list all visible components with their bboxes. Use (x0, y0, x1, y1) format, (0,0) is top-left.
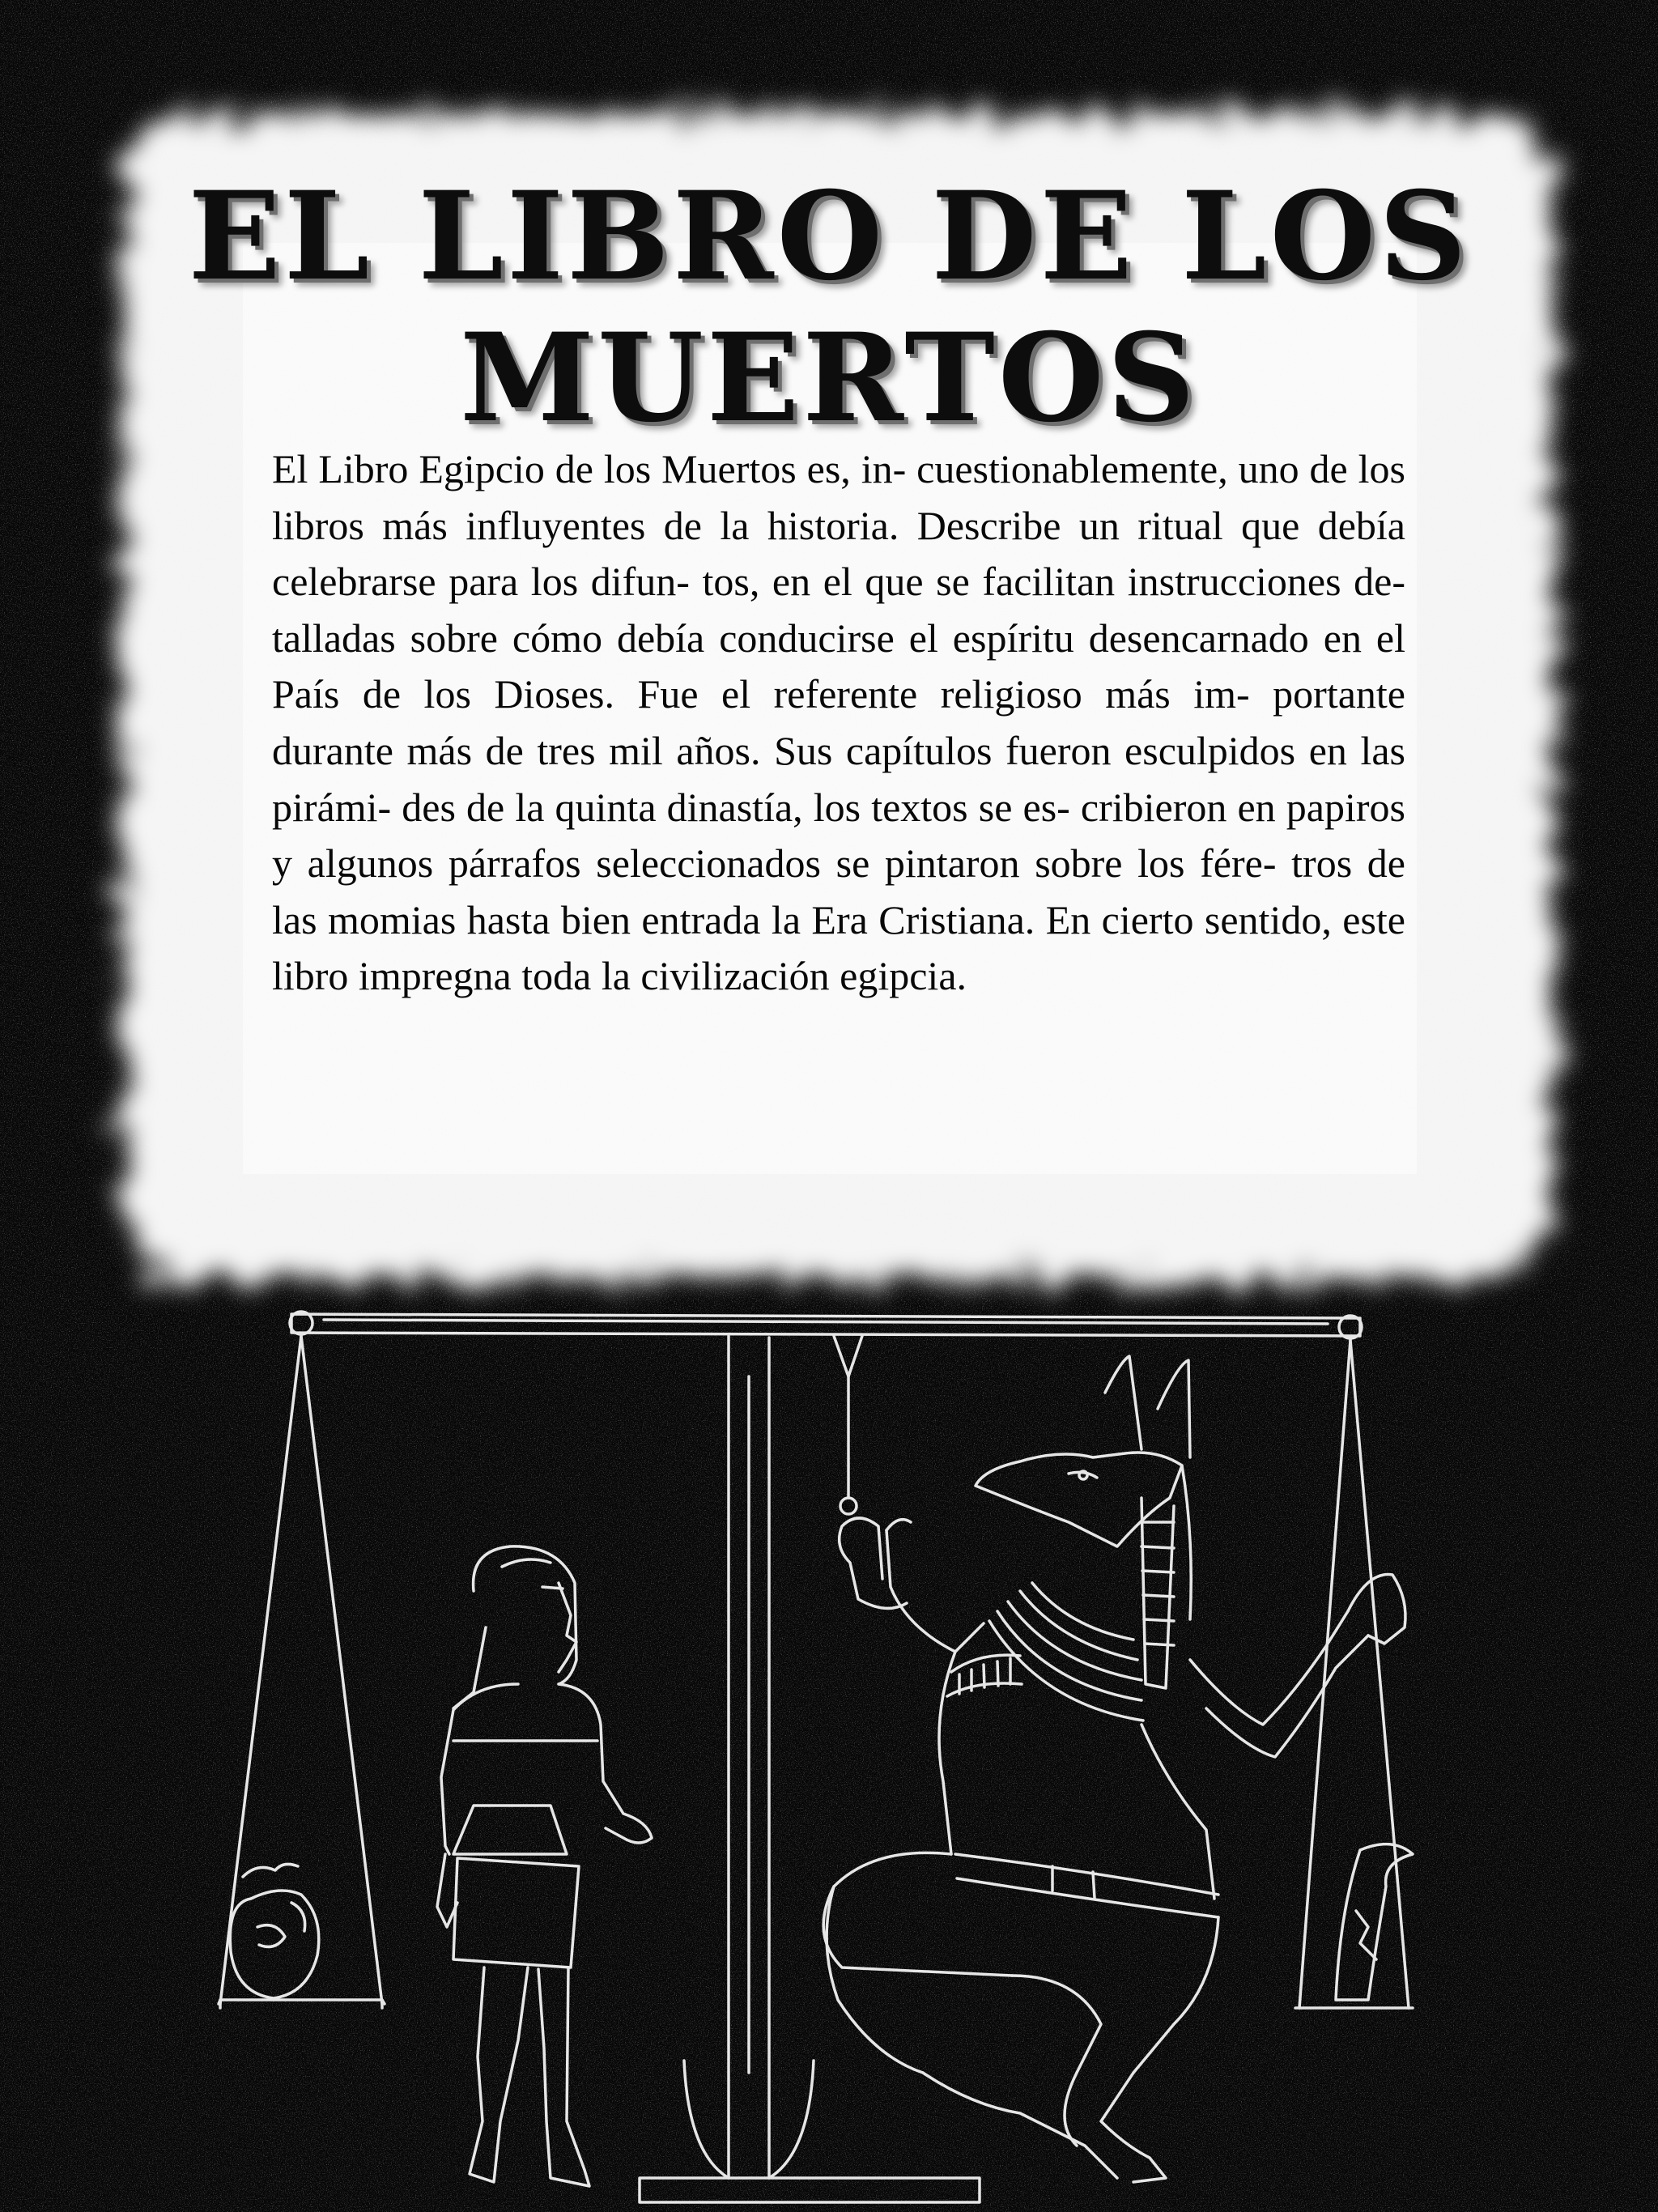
scale-beam (290, 1312, 1362, 1338)
deceased-figure (437, 1546, 652, 2186)
anubis-weighing-scale-illustration (0, 1279, 1658, 2212)
scale-pillar (640, 1336, 980, 2202)
title-line-1: EL LIBRO DE LOS (188, 165, 1470, 308)
plumb-line (834, 1336, 862, 1514)
title-line-2: MUERTOS (460, 307, 1198, 449)
right-scale-pan (1295, 1340, 1413, 2008)
body-paragraph: El Libro Egipcio de los Muertos es, in- cuestionablemente, uno de los libros más influyentes de la historia. Describe un ritual que debía celebrarse para los difun- tos, en el que se facilitan instrucciones de- talladas sobre cómo debía conducirse el espíritu desencarnado en el País de los Dioses. Fue el referente religioso más im- portante durante más de tres mil años. Sus capítulos fueron esculpidos en las pirámi- des de la quinta dinastía, los textos se es- cribieron en papiros y algunos párrafos seleccionados se pintaron sobre los fére- tros de las momias hasta bien entrada la Era Cristiana. En cierto sentido, este libro impregna toda la civilización egipcia. (272, 446, 1405, 999)
heart-vase-icon (230, 1864, 318, 1998)
left-scale-pan (219, 1336, 385, 2008)
